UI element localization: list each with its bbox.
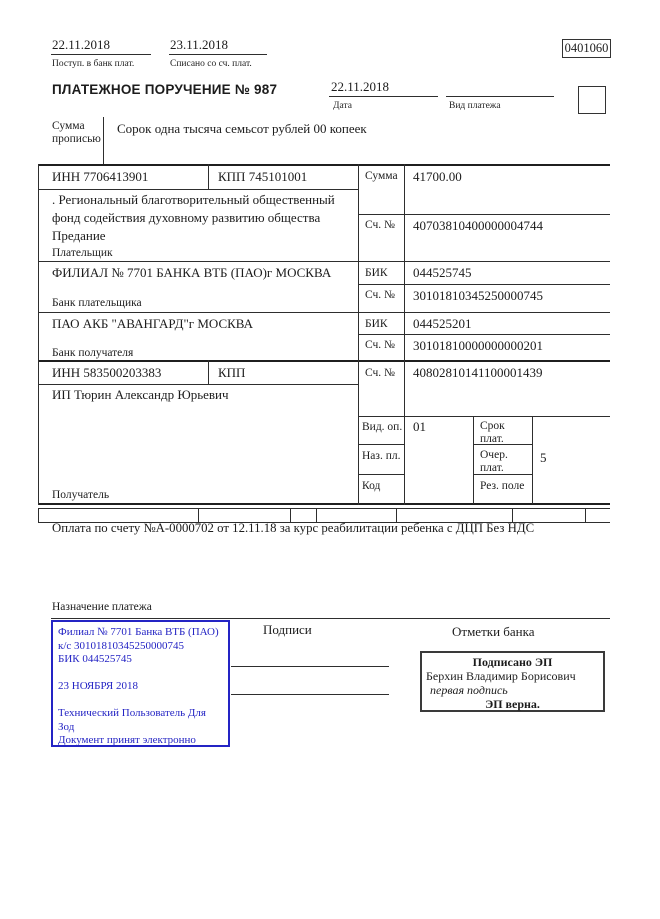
table-border	[38, 261, 610, 262]
payee-section-label: Получатель	[52, 489, 110, 501]
bank-stamp	[51, 620, 230, 747]
esignature-note: первая подпись	[430, 683, 508, 697]
status-box	[578, 86, 606, 114]
sum-label: Сумма	[365, 170, 398, 182]
stamp-line: 23 НОЯБРЯ 2018	[58, 680, 139, 692]
document-title: ПЛАТЕЖНОЕ ПОРУЧЕНИЕ № 987	[52, 82, 278, 97]
stamp-line	[58, 694, 223, 708]
table-border	[208, 164, 209, 190]
payer-acc-label: Сч. №	[365, 219, 396, 231]
stamp-line: Документ принят электронно	[58, 734, 196, 746]
payment-type-label: Вид платежа	[449, 101, 501, 111]
payee-bank-name: ПАО АКБ "АВАНГАРД"г МОСКВА	[52, 316, 254, 331]
stamp-line: Технический Пользователь Для	[58, 707, 206, 719]
table-border	[38, 164, 39, 505]
footer-divider	[51, 618, 610, 619]
payer-inn: ИНН 7706413901	[52, 169, 149, 184]
payer-bank-bik-label: БИК	[365, 267, 388, 279]
esignature-box	[420, 651, 605, 712]
table-border	[404, 164, 405, 505]
payer-bank-bik: 044525745	[413, 265, 472, 280]
payee-name: ИП Тюрин Александр Юрьевич	[52, 387, 229, 402]
received-date: 22.11.2018	[52, 37, 111, 52]
table-border	[358, 164, 359, 505]
payee-bank-acc: 30101810000000000201	[413, 338, 543, 353]
table-border	[473, 416, 474, 504]
stamp-line	[58, 667, 223, 681]
stamp-line: Зод	[58, 720, 75, 733]
payee-acc-label: Сч. №	[365, 367, 396, 379]
received-date-underline	[51, 54, 151, 55]
received-date-label: Поступ. в банк плат.	[52, 59, 135, 69]
table-border	[208, 360, 209, 385]
payer-bank-section-label: Банк плательщика	[52, 297, 142, 309]
payer-kpp: КПП 745101001	[218, 169, 308, 184]
table-border	[38, 360, 610, 362]
signatures-label: Подписи	[263, 622, 312, 637]
payee-bank-section-label: Банк получателя	[52, 347, 134, 359]
table-border	[38, 384, 358, 385]
payee-bank-acc-label: Сч. №	[365, 339, 396, 351]
payer-section-label: Плательщик	[52, 247, 113, 259]
payer-name: . Региональный благотворительный общественный фонд содействия духовному развитию общества Предание	[52, 192, 335, 243]
signature-line	[231, 666, 389, 667]
amount-words-value: Сорок одна тысяча семьсот рублей 00 копеек	[117, 121, 367, 136]
table-border	[358, 334, 610, 335]
table-border	[532, 416, 533, 504]
payee-bank-bik-label: БИК	[365, 318, 388, 330]
table-border	[316, 508, 317, 522]
op-type-value: 01	[413, 419, 426, 434]
table-border	[38, 189, 358, 190]
table-border	[358, 416, 610, 417]
payment-purpose-label: Назначение платежа	[52, 601, 152, 613]
esignature-verified: ЭП верна.	[485, 697, 540, 711]
debited-date-underline	[169, 54, 267, 55]
payer-bank-name: ФИЛИАЛ № 7701 БАНКА ВТБ (ПАО)г МОСКВА	[52, 265, 332, 280]
table-border	[38, 164, 610, 166]
esignature-title: Подписано ЭП	[472, 655, 553, 669]
purpose-code-label: Наз. пл.	[362, 450, 401, 462]
stamp-line: Филиал № 7701 Банка ВТБ (ПАО)	[58, 626, 219, 638]
amount-words-label: Сумма прописью	[52, 120, 101, 145]
stamp-line: к/с 30101810345250000745	[58, 639, 185, 652]
payee-acc-value: 40802810141100001439	[413, 365, 543, 380]
table-border	[38, 508, 610, 509]
debited-date-label: Списано со сч. плат.	[170, 59, 252, 69]
payment-purpose-text: Оплата по счету №А-0000702 от 12.11.18 за курс реабилитации ребенка с ДЦП Без НДС	[52, 521, 535, 535]
table-border	[512, 508, 513, 522]
op-type-label: Вид. оп.	[362, 421, 403, 433]
payer-bank-acc: 30101810345250000745	[413, 288, 543, 303]
debited-date: 23.11.2018	[170, 37, 229, 52]
table-border	[358, 474, 405, 475]
payee-inn: ИНН 583500203383	[52, 365, 162, 380]
table-border	[38, 503, 610, 505]
form-code: 0401060	[564, 41, 609, 55]
payment-type-underline	[446, 96, 554, 97]
date-label: Дата	[333, 101, 352, 111]
code-label: Код	[362, 480, 381, 492]
table-border	[396, 508, 397, 522]
priority-value: 5	[540, 450, 547, 465]
esignature-name: Берхин Владимир Борисович	[426, 669, 576, 683]
table-border	[358, 444, 405, 445]
bank-marks-label: Отметки банка	[452, 624, 535, 639]
table-border	[358, 214, 610, 215]
sum-value: 41700.00	[413, 169, 462, 184]
payer-acc-value: 40703810400000004744	[413, 218, 543, 233]
date-underline	[329, 96, 438, 97]
table-border	[358, 284, 610, 285]
table-border	[38, 312, 610, 313]
table-border	[38, 508, 39, 522]
payee-kpp-label: КПП	[218, 365, 246, 380]
reserve-field-label: Рез. поле	[480, 480, 525, 492]
priority-label: Очер. плат.	[480, 449, 508, 474]
document-date: 22.11.2018	[331, 79, 390, 94]
table-border	[585, 508, 586, 522]
signature-line	[231, 694, 389, 695]
table-border	[290, 508, 291, 522]
pay-term-label: Срок плат.	[480, 420, 505, 445]
stamp-line: БИК 044525745	[58, 653, 132, 665]
amount-words-divider	[103, 117, 104, 165]
form-code-box	[562, 39, 611, 58]
payee-bank-bik: 044525201	[413, 316, 472, 331]
payer-bank-acc-label: Сч. №	[365, 289, 396, 301]
table-border	[198, 508, 199, 522]
